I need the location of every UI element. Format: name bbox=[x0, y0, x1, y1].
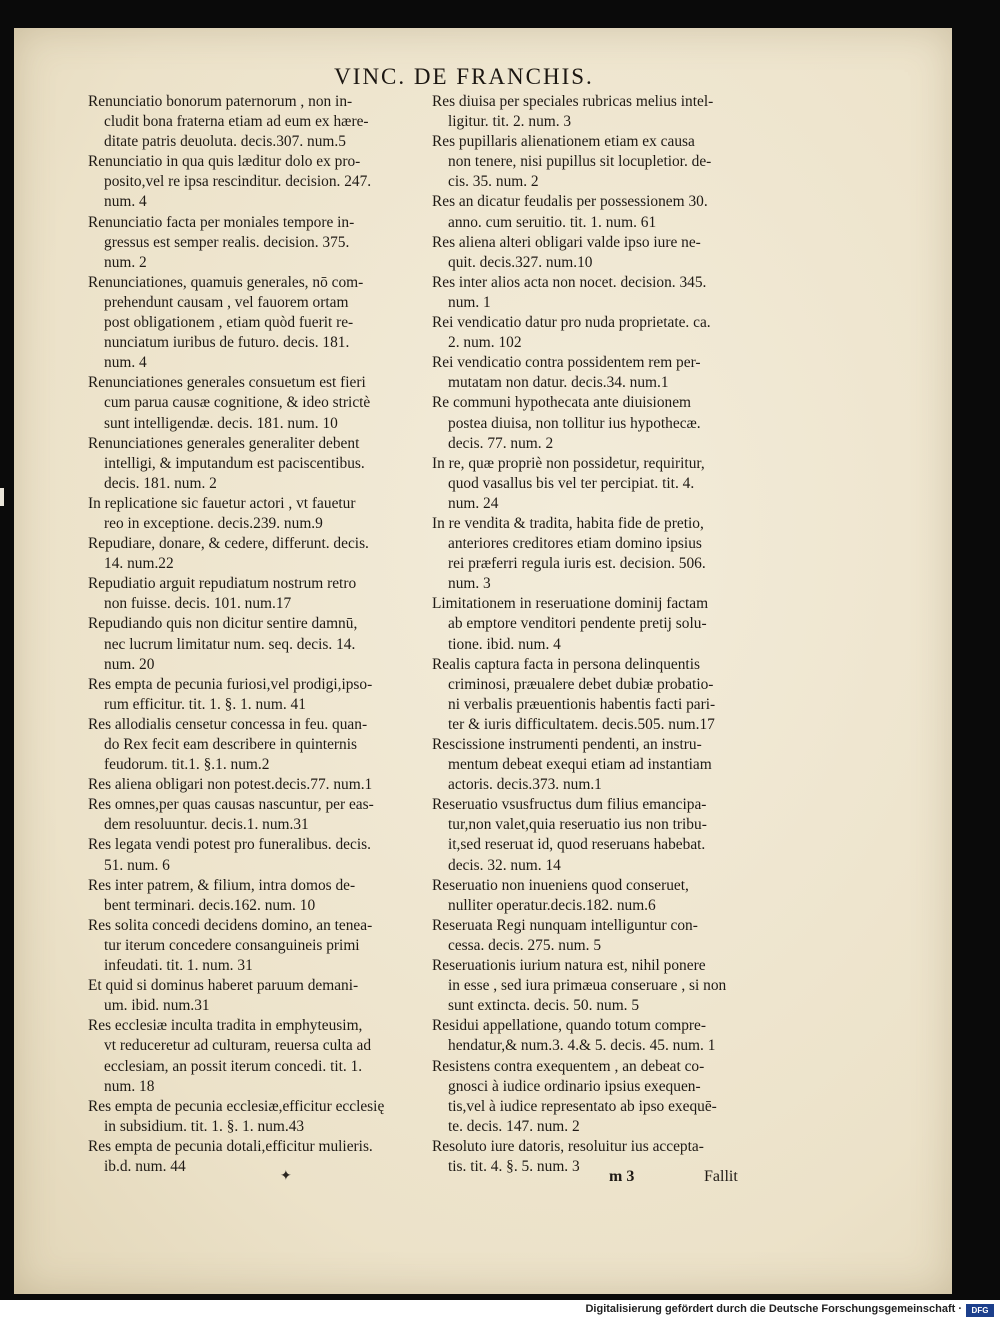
dfg-logo: DFG bbox=[966, 1304, 994, 1317]
index-entry bbox=[432, 313, 782, 353]
entry-line: criminosi, præualere debet dubiæ probatio- bbox=[448, 675, 714, 693]
entry-line: Renunciatio bonorum paternorum , non in- bbox=[88, 93, 353, 110]
index-entry bbox=[432, 956, 782, 1016]
entry-line: tis. tit. 4. §. 5. num. 3 bbox=[448, 1157, 580, 1175]
entry-line: Realis captura facta in persona delinquentis bbox=[432, 655, 700, 673]
index-entry bbox=[88, 273, 428, 373]
entry-line: sunt intelligendæ. decis. 181. num. 10 bbox=[104, 414, 338, 432]
entry-line: num. 3 bbox=[448, 575, 491, 593]
index-entry bbox=[432, 192, 782, 232]
entry-line: mutatam non datur. decis.34. num.1 bbox=[448, 374, 669, 392]
entry-line: te. decis. 147. num. 2 bbox=[448, 1117, 580, 1135]
entry-line: Res inter patrem, & filium, intra domos de- bbox=[88, 876, 356, 894]
index-entry bbox=[432, 233, 782, 273]
entry-line: Res inter alios acta non nocet. decision. 345. bbox=[432, 273, 707, 291]
entry-line: Resistens contra exequentem , an debeat co- bbox=[432, 1057, 705, 1075]
entry-line: num. 1 bbox=[448, 293, 491, 311]
entry-line: infeudati. tit. 1. num. 31 bbox=[104, 957, 253, 975]
index-entry bbox=[88, 574, 428, 614]
entry-line: num. 24 bbox=[448, 494, 499, 512]
entry-line: reo in exceptione. decis.239. num.9 bbox=[104, 514, 323, 532]
entry-line: Renunciationes generales generaliter debent bbox=[88, 434, 360, 452]
entry-line: post obligationem , etiam quòd fuerit re- bbox=[104, 314, 354, 332]
entry-line: tur iterum concedere consanguineis primi bbox=[104, 936, 360, 954]
entry-line: non tenere, nisi pupillus sit locupletior. de- bbox=[448, 153, 712, 171]
entry-line: bent terminari. decis.162. num. 10 bbox=[104, 896, 316, 914]
entry-line: Res solita concedi decidens domino, an tenea- bbox=[88, 916, 373, 934]
index-entry bbox=[88, 92, 428, 152]
entry-line: gressus est semper realis. decision. 375. bbox=[104, 233, 350, 251]
entry-line: 14. num.22 bbox=[104, 555, 174, 573]
entry-line: Repudiatio arguit repudiatum nostrum retro bbox=[88, 575, 357, 593]
entry-line: Rescissione instrumenti pendenti, an instru- bbox=[432, 736, 702, 753]
index-entry bbox=[88, 876, 428, 916]
entry-line: postea diuisa, non tollitur ius hypothecæ. bbox=[448, 414, 701, 432]
index-entry bbox=[88, 434, 428, 494]
entry-line: ni verbalis præuentionis habentis facti pari- bbox=[448, 695, 716, 713]
index-entry bbox=[432, 92, 782, 132]
entry-line: cludit bona fraterna etiam ad eum ex hære- bbox=[104, 113, 369, 131]
entry-line: Res legata vendi potest pro funeralibus. decis. bbox=[88, 836, 371, 854]
index-entry bbox=[88, 494, 428, 534]
entry-line: Res allodialis censetur concessa in feu. quan- bbox=[88, 715, 368, 733]
right-column bbox=[432, 92, 782, 1177]
entry-line: nunciatum iuribus de futuro. decis. 181. bbox=[104, 334, 350, 352]
entry-line: Rei vendicatio datur pro nuda proprietate. ca. bbox=[432, 314, 711, 332]
entry-line: actoris. decis.373. num.1 bbox=[448, 776, 602, 794]
entry-line: anteriores creditores etiam domino ipsius bbox=[448, 535, 702, 553]
entry-line: Res ecclesiæ inculta tradita in emphyteusim, bbox=[88, 1017, 363, 1035]
entry-line: In re, quæ propriè non possidetur, requiritur, bbox=[432, 454, 705, 472]
index-entry bbox=[88, 675, 428, 715]
entry-line: Res pupillaris alienationem etiam ex causa bbox=[432, 133, 695, 151]
entry-line: gnosci à iudice ordinario ipsius exequen- bbox=[448, 1077, 701, 1095]
index-entry bbox=[432, 876, 782, 916]
entry-line: decis. 77. num. 2 bbox=[448, 434, 554, 452]
entry-line: ab emptore venditori pendente pretij solu- bbox=[448, 615, 707, 633]
index-entry bbox=[88, 1016, 428, 1096]
entry-line: Reseruata Regi nunquam intelliguntur con- bbox=[432, 916, 698, 934]
index-entry bbox=[88, 1137, 428, 1177]
entry-line: Renunciationes generales consuetum est fieri bbox=[88, 374, 366, 392]
left-column bbox=[88, 92, 428, 1177]
index-entry bbox=[88, 916, 428, 976]
entry-line: Res omnes,per quas causas nascuntur, per eas- bbox=[88, 796, 374, 814]
entry-line: Limitationem in reseruatione dominij factam bbox=[432, 595, 709, 613]
entry-line: nulliter operatur.decis.182. num.6 bbox=[448, 896, 656, 914]
entry-line: Repudiando quis non dicitur sentire damnū, bbox=[88, 615, 358, 633]
entry-line: um. ibid. num.31 bbox=[104, 997, 210, 1015]
entry-line: sunt extincta. decis. 50. num. 5 bbox=[448, 997, 640, 1015]
entry-line: Res empta de pecunia furiosi,vel prodigi,ipso- bbox=[88, 675, 373, 693]
entry-line: rum efficitur. tit. 1. §. 1. num. 41 bbox=[104, 695, 306, 713]
entry-line: in subsidium. tit. 1. §. 1. num.43 bbox=[104, 1117, 305, 1135]
entry-line: quit. decis.327. num.10 bbox=[448, 253, 593, 271]
entry-line: In replicatione sic fauetur actori , vt fauetur bbox=[88, 494, 356, 512]
entry-line: anno. cum seruitio. tit. 1. num. 61 bbox=[448, 213, 657, 231]
ornament-icon: ✦ bbox=[280, 1169, 292, 1184]
entry-line: Repudiare, donare, & cedere, differunt. decis. bbox=[88, 535, 369, 553]
entry-line: Reseruatio vsusfructus dum filius emancipa- bbox=[432, 796, 707, 814]
index-entry bbox=[432, 1057, 782, 1137]
index-entry bbox=[432, 795, 782, 875]
entry-line: dem resoluuntur. decis.1. num.31 bbox=[104, 816, 309, 834]
entry-line: Renunciatio facta per moniales tempore in- bbox=[88, 213, 355, 231]
index-entry bbox=[432, 1016, 782, 1056]
index-entry bbox=[88, 795, 428, 835]
index-entry bbox=[88, 152, 428, 212]
index-entry bbox=[432, 353, 782, 393]
entry-line: ditate patris deuoluta. decis.307. num.5 bbox=[104, 133, 346, 151]
entry-line: Renunciatio in qua quis læditur dolo ex pro- bbox=[88, 153, 361, 171]
entry-line: intelligi, & imputandum est paciscentibus. bbox=[104, 454, 365, 472]
entry-line: nec lucrum limitatur num. seq. decis. 14. bbox=[104, 635, 356, 653]
entry-line: num. 4 bbox=[104, 354, 147, 372]
index-entry bbox=[88, 373, 428, 433]
entry-line: tur,non valet,quia reseruatio ius non tribu- bbox=[448, 816, 707, 834]
entry-line: non fuisse. decis. 101. num.17 bbox=[104, 595, 292, 613]
entry-line: Res empta de pecunia ecclesiæ,efficitur ecclesię bbox=[88, 1097, 385, 1115]
index-entry bbox=[88, 715, 428, 775]
entry-line: num. 20 bbox=[104, 655, 155, 673]
index-entry bbox=[432, 454, 782, 514]
entry-line: tis,vel à iudice representato ab ipso exequē- bbox=[448, 1097, 717, 1115]
entry-line: cum parua causæ cognitione, & ideo strictè bbox=[104, 394, 371, 412]
index-entry bbox=[88, 775, 428, 795]
index-entry bbox=[88, 976, 428, 1016]
entry-line: num. 2 bbox=[104, 253, 147, 271]
catchword: Fallit bbox=[704, 1168, 738, 1185]
entry-line: num. 18 bbox=[104, 1077, 155, 1095]
entry-line: Res aliena alteri obligari valde ipso iure ne- bbox=[432, 233, 701, 251]
index-entry bbox=[432, 273, 782, 313]
entry-line: it,sed reseruat id, quod reseruans habebat. bbox=[448, 836, 706, 854]
entry-line: posito,vel re ipsa rescinditur. decision. 247. bbox=[104, 173, 372, 191]
entry-line: Res diuisa per speciales rubricas melius intel- bbox=[432, 93, 714, 110]
entry-line: 51. num. 6 bbox=[104, 856, 170, 874]
index-entry bbox=[432, 735, 782, 795]
entry-line: Reseruationis iurium natura est, nihil ponere bbox=[432, 957, 706, 975]
entry-line: Reseruatio non inueniens quod conseruet, bbox=[432, 876, 689, 894]
entry-line: in esse , sed iura primæua conseruare , si non bbox=[448, 977, 727, 995]
index-entry bbox=[88, 534, 428, 574]
entry-line: ib.d. num. 44 bbox=[104, 1157, 186, 1175]
index-entry bbox=[88, 614, 428, 674]
index-entry bbox=[88, 213, 428, 273]
entry-line: Res aliena obligari non potest.decis.77. num.1 bbox=[88, 776, 373, 794]
entry-line: Res an dicatur feudalis per possessionem 30. bbox=[432, 193, 708, 211]
index-entry bbox=[432, 393, 782, 453]
entry-line: ter & iuris difficultatem. decis.505. num.17 bbox=[448, 715, 715, 733]
binding-mark bbox=[0, 488, 4, 506]
index-entry bbox=[432, 132, 782, 192]
entry-line: Rei vendicatio contra possidentem rem per- bbox=[432, 354, 701, 372]
entry-line: Res empta de pecunia dotali,efficitur mulieris. bbox=[88, 1137, 373, 1155]
entry-line: hendatur,& num.3. 4.& 5. decis. 45. num. 1 bbox=[448, 1037, 716, 1055]
entry-line: cessa. decis. 275. num. 5 bbox=[448, 936, 602, 954]
entry-line: In re vendita & tradita, habita fide de pretio, bbox=[432, 514, 704, 532]
entry-line: ecclesiam, an possit iterum concedi. tit. 1. bbox=[104, 1057, 363, 1075]
entry-line: Re communi hypothecata ante diuisionem bbox=[432, 394, 692, 412]
index-entry bbox=[432, 514, 782, 594]
entry-line: Et quid si dominus haberet paruum demani- bbox=[88, 977, 359, 995]
entry-line: Residui appellatione, quando totum compre- bbox=[432, 1017, 706, 1035]
entry-line: quod vasallus bis vel ter percipiat. tit. 4. bbox=[448, 474, 695, 492]
entry-line: rei præferri regula iuris est. decision. 506. bbox=[448, 555, 706, 573]
entry-line: Resoluto iure datoris, resoluitur ius accepta- bbox=[432, 1137, 704, 1155]
entry-line: vt reduceretur ad culturam, reuersa culta ad bbox=[104, 1037, 372, 1055]
index-entry bbox=[432, 594, 782, 654]
entry-line: prehendunt causam , vel fauorem ortam bbox=[104, 293, 349, 311]
credit-text: Digitalisierung gefördert durch die Deutsche Forschungsgemeinschaft · bbox=[585, 1303, 962, 1315]
entry-line: 2. num. 102 bbox=[448, 334, 522, 352]
entry-line: Renunciationes, quamuis generales, nō com- bbox=[88, 273, 364, 291]
index-entry bbox=[88, 835, 428, 875]
entry-line: do Rex fecit eam describere in quinternis bbox=[104, 736, 357, 753]
page-header: VINC. DE FRANCHIS. bbox=[334, 64, 594, 89]
index-entry bbox=[432, 916, 782, 956]
entry-line: mentum debeat exequi etiam ad instantiam bbox=[448, 756, 712, 774]
index-entry bbox=[432, 655, 782, 735]
entry-line: tione. ibid. num. 4 bbox=[448, 635, 561, 653]
entry-line: ligitur. tit. 2. num. 3 bbox=[448, 113, 572, 131]
entry-line: feudorum. tit.1. §.1. num.2 bbox=[104, 756, 270, 774]
signature-mark: m 3 bbox=[609, 1168, 635, 1185]
index-entry bbox=[88, 1097, 428, 1137]
entry-line: decis. 32. num. 14 bbox=[448, 856, 561, 874]
entry-line: decis. 181. num. 2 bbox=[104, 474, 217, 492]
entry-line: cis. 35. num. 2 bbox=[448, 173, 539, 191]
entry-line: num. 4 bbox=[104, 193, 147, 211]
book-page bbox=[14, 28, 952, 1294]
